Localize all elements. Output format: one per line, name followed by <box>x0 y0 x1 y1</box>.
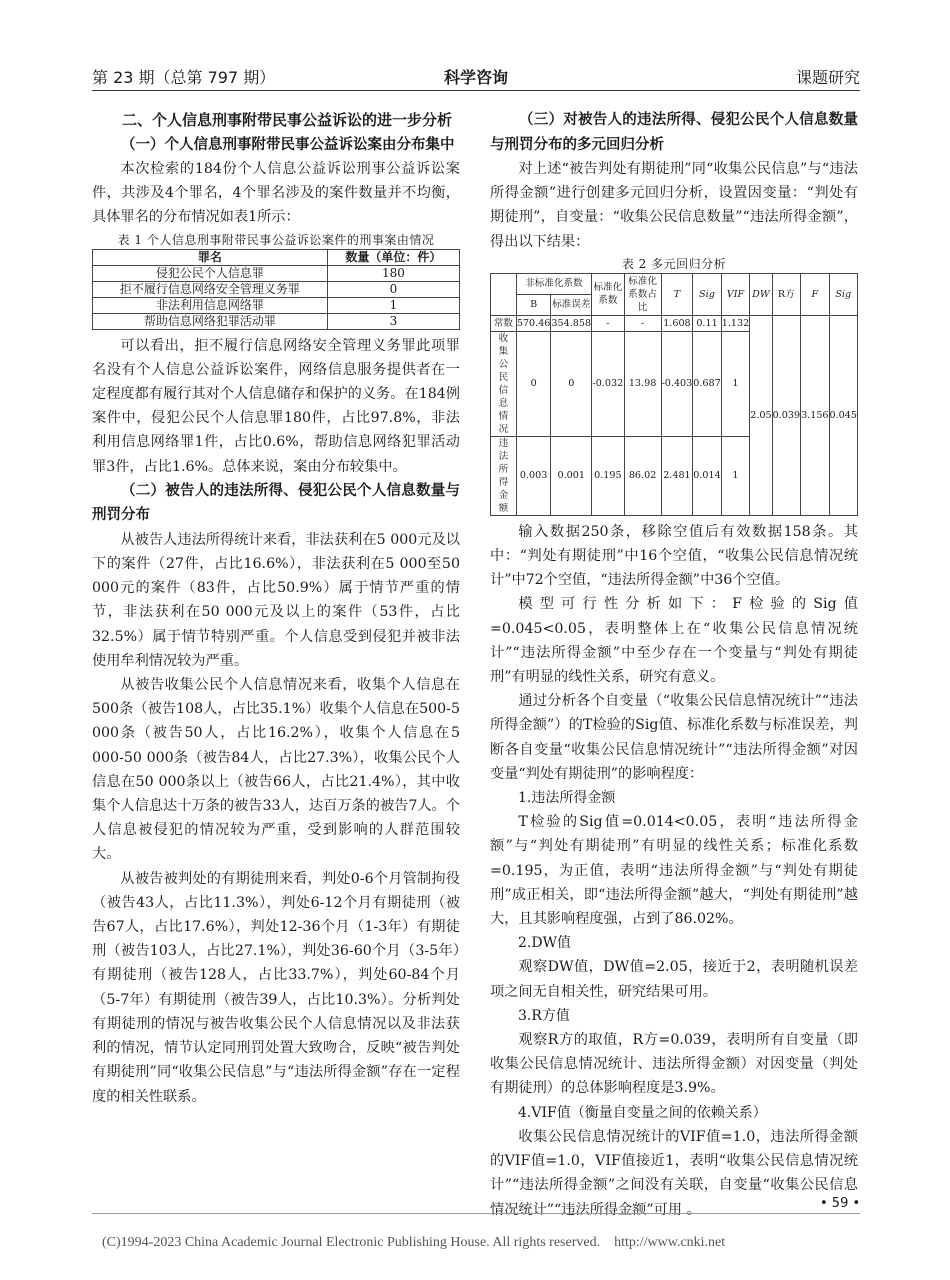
page-header <box>92 63 860 91</box>
paragraph: T检验的Sig值=0.014<0.05，表明“违法所得金额”与“判处有期徒刑”有明显的线性关系；标准化系数=0.195，为正值，表明“违法所得金额”与“判处有期徒刑”成正相关，即“违法所得金额”越大，“判处有期徒刑”越大，且其影响程度强，占到了86.02%。 <box>490 814 858 928</box>
table-cell: - <box>624 315 661 331</box>
paragraph: 从被告收集公民个人信息情况来看，收集个人信息在500条（被告108人，占比35.1%）收集个人信息在500-5 000条（被告50人，占比16.2%），收集个人信息在5 000-50 000条（被告84人，占比27.3%），收集公民个人信息在50 000条以上（被告66人，占比21.4%），其中收集个人信息达十万条的被告33人，达百万条的被告7人。个人信息被侵犯的情况较为严重，受到影响的人群范围较大。 <box>92 677 460 863</box>
table-cell: - <box>592 315 624 331</box>
table-cell: 0 <box>551 331 592 436</box>
table-header: 标准化系数 <box>592 273 624 315</box>
numbered-heading: 4.VIF值（衡量自变量之间的依赖关系） <box>518 1104 767 1121</box>
header-rule <box>92 90 860 91</box>
table-cell: 侵犯公民个人信息罪 <box>93 265 328 281</box>
table-header: 罪名 <box>93 249 328 265</box>
table-1 <box>92 249 460 330</box>
table-cell: 非法利用信息网络罪 <box>93 297 328 313</box>
table-header: 数量（单位：件） <box>327 249 459 265</box>
section-label: 课题研究 <box>795 68 860 87</box>
table-row <box>93 297 460 313</box>
paragraph: 观察DW值，DW值=2.05，接近于2，表明随机误差项之间无自相关性，研究结果可用。 <box>490 959 858 1000</box>
subsection-heading: （一）个人信息刑事附带民事公益诉讼案由分布集中 <box>121 136 455 153</box>
table-row <box>93 281 460 297</box>
table-cell: 3.156 <box>801 315 829 515</box>
table-cell: 违法所得金额 <box>491 436 517 515</box>
table-cell: 帮助信息网络犯罪活动罪 <box>93 313 328 329</box>
table-caption: 表 1 个人信息刑事附带民事公益诉讼案件的刑事案由情况 <box>117 232 435 247</box>
table-cell: 0.003 <box>516 436 551 515</box>
table-cell: 2.481 <box>661 436 693 515</box>
issue-label: 第 23 期（总第 797 期） <box>92 68 276 87</box>
table-cell: -0.403 <box>661 331 693 436</box>
table-header: B <box>516 294 551 315</box>
subsection-heading: （三）对被告人的违法所得、侵犯公民个人信息数量与刑罚分布的多元回归分析 <box>490 112 858 153</box>
right-column <box>490 108 861 1222</box>
paragraph: 从被告被判处的有期徒刑来看，判处0-6个月管制拘役（被告43人，占比11.3%），判处6-12个月有期徒刑（被告67人，占比17.6%），判处12-36个月（1-3年）有期徒刑（被告103人，占比27.1%），判处36-60个月（3-5年）有期徒刑（被告128人，占比33.7%），判处60-84个月（5-7年）有期徒刑（被告39人，占比10.3%）。分析判处有期徒刑的情况与被告收集公民个人信息情况以及非法获利的情况，情节认定同刑罚处置大致吻合，反映“被告判处有期徒刑”同“收集公民信息”与“违法所得金额”存在一定程度的相关性联系。 <box>92 870 460 1105</box>
table-row <box>491 315 858 331</box>
paragraph: 可以看出，拒不履行信息网络安全管理义务罪此项罪名没有个人信息公益诉讼案件，网络信息服务提供者在一定程度都有履行其对个人信息储存和保护的义务。在184例案件中，侵犯公民个人信息罪180件，占比97.8%，非法利用信息网络罪1件，占比0.6%，帮助信息网络犯罪活动罪3件，占比1.6%。总体来说，案由分布较集中。 <box>92 337 460 475</box>
table-cell: 0.014 <box>693 436 721 515</box>
table-cell: 13.98 <box>624 331 661 436</box>
paragraph: 本次检索的184份个人信息公益诉讼刑事公益诉讼案件，共涉及4个罪名，4个罪名涉及的案件数量并不均衡，具体罪名的分布情况如表1所示： <box>92 161 460 226</box>
table-cell: 拒不履行信息网络安全管理义务罪 <box>93 281 328 297</box>
table-cell: 1.132 <box>721 315 749 331</box>
table-header: T <box>661 273 693 315</box>
table-cell: 0.039 <box>772 315 800 515</box>
table-header: 非标准化系数 <box>516 273 591 294</box>
subsection-heading: （二）被告人的违法所得、侵犯公民个人信息数量与刑罚分布 <box>92 482 460 524</box>
numbered-heading: 3.R方值 <box>518 1007 570 1024</box>
table-cell: 0.001 <box>551 436 592 515</box>
table-header: Sig <box>693 273 721 315</box>
table-2 <box>490 273 858 516</box>
left-column <box>92 108 460 1109</box>
table-cell: 0.195 <box>592 436 624 515</box>
table-cell: 3 <box>327 313 459 329</box>
journal-title: 科学咨询 <box>443 68 508 87</box>
section-heading: 二、个人信息刑事附带民事公益诉讼的进一步分析 <box>122 111 453 129</box>
table-row <box>93 313 460 329</box>
table-cell: 1 <box>721 331 749 436</box>
table-caption: 表 2 多元回归分析 <box>621 256 727 271</box>
table-cell: 0 <box>327 281 459 297</box>
paragraph: 输入数据250条，移除空值后有效数据158条。其中：“判处有期徒刑”中16个空值，“收集公民信息情况统计”中72个空值，“违法所得金额”中36个空值。 <box>490 523 858 589</box>
table-row <box>93 265 460 281</box>
paragraph: 通过分析各个自变量（“收集公民信息情况统计”“违法所得金额”）的T检验的Sig值、标准化系数与标准误差，判断各自变量“收集公民信息情况统计”“违法所得金额”对因变量“判处有期徒刑”的影响程度： <box>490 693 858 782</box>
paragraph: 对上述“被告判处有期徒刑”同“收集公民信息”与“违法所得金额”进行创建多元回归分析，设置因变量：“判处有期徒刑”，自变量：“收集公民信息数量”“违法所得金额”，得出以下结果： <box>490 161 858 250</box>
paragraph: 收集公民信息情况统计的VIF值=1.0，违法所得金额的VIF值=1.0，VIF值接近1，表明“收集公民信息情况统计”“违法所得金额”之间没有关联，自变量“收集公民信息情况统计”“违法所得金额”可用 。 <box>490 1128 858 1218</box>
table-cell: 1.608 <box>661 315 693 331</box>
table-cell: 0.045 <box>829 315 857 515</box>
numbered-heading: 1.违法所得金额 <box>518 790 616 807</box>
table-header: Sig <box>829 273 857 315</box>
table-cell: 570.46 <box>516 315 551 331</box>
table-cell: 86.02 <box>624 436 661 515</box>
page-number: • 59 • <box>820 1196 861 1211</box>
table-cell: 0.687 <box>693 331 721 436</box>
table-cell: 2.05 <box>750 315 772 515</box>
table-cell: 0.11 <box>693 315 721 331</box>
copyright-footer: (C)1994-2023 China Academic Journal Electronic Publishing House. All rights reserved. http://www.cnki.net <box>102 1235 726 1250</box>
numbered-heading: 2.DW值 <box>518 935 571 952</box>
table-header: R方 <box>772 273 800 315</box>
footer-rule <box>92 1213 860 1214</box>
table-cell: 1 <box>327 297 459 313</box>
table-cell: 1 <box>721 436 749 515</box>
table-header: F <box>801 273 829 315</box>
table-cell: 354.858 <box>551 315 592 331</box>
table-cell: 收集公民信息情况 <box>491 331 517 436</box>
table-cell: -0.032 <box>592 331 624 436</box>
table-cell: 180 <box>327 265 459 281</box>
table-cell: 0 <box>516 331 551 436</box>
paragraph: 从被告人违法所得统计来看，非法获利在5 000元及以下的案件（27件，占比16.6%），非法获利在5 000至50 000元的案件（83件，占比50.9%）属于情节严重的情节，非法获利在50 000元及以上的案件（53件，占比32.5%）属于情节特别严重。个人信息受到侵犯并被非法使用牟利情况较为严重。 <box>92 531 460 669</box>
table-header: DW <box>750 273 772 315</box>
table-cell: 常数 <box>491 315 517 331</box>
table-header: 标准误差 <box>551 294 592 315</box>
paragraph: 模型可行性分析如下：F检验的Sig值=0.045<0.05，表明整体上在“收集公民信息情况统计”“违法所得金额”中至少存在一个变量与“判处有期徒刑”有明显的线性关系，研究有意义。 <box>490 596 858 686</box>
table-header: VIF <box>721 273 749 315</box>
table-header: 标准化系数占比 <box>624 273 661 315</box>
paragraph: 观察R方的取值，R方=0.039，表明所有自变量（即收集公民信息情况统计、违法所得金额）对因变量（判处有期徒刑）的总体影响程度是3.9%。 <box>490 1032 858 1097</box>
